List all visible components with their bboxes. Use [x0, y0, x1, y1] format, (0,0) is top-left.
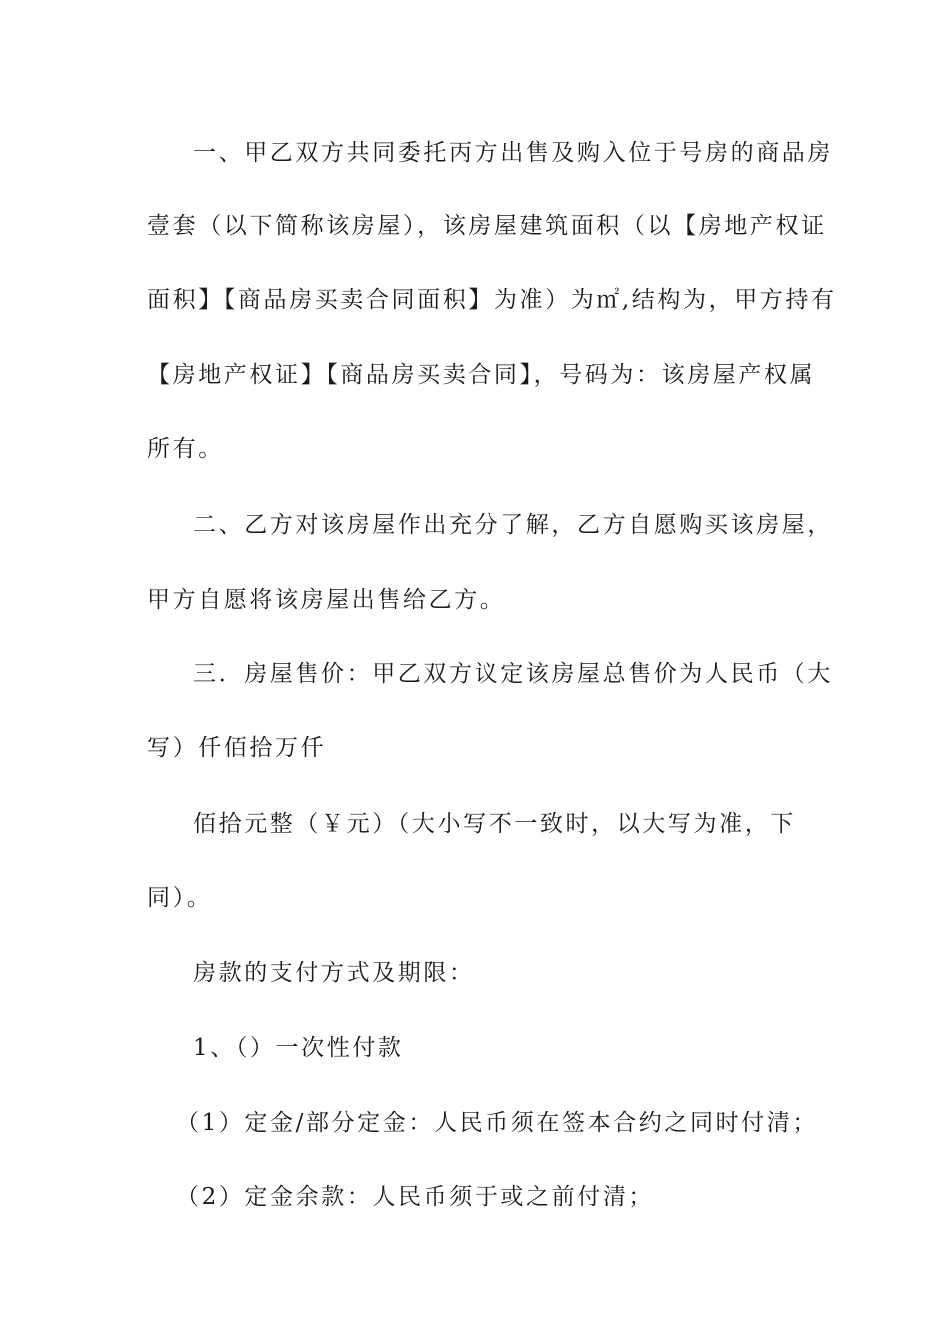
clause-2-line-1: 二、乙方对该房屋作出充分了解，乙方自愿购买该房屋， — [193, 512, 833, 538]
payment-option-1: 1、（）一次性付款 — [193, 1035, 404, 1061]
clause-1-line-3: 面积】【商品房买卖合同面积】为准）为㎡,结构为，甲方持有 — [147, 287, 837, 313]
clause-1-line-5: 所有。 — [147, 436, 224, 462]
payment-item-2: （2）定金余款：人民币须于或之前付清； — [176, 1184, 655, 1210]
clause-2-line-2: 甲方自愿将该房屋出售给乙方。 — [147, 587, 506, 613]
clause-3-line-3: 佰拾元整（￥元）（大小写不一致时，以大写为准，下 — [193, 811, 796, 837]
clause-3-line-2: 写）仟佰拾万仟 — [147, 735, 327, 761]
clause-1-line-2: 壹套（以下简称该房屋），该房屋建筑面积（以【房地产权证 — [147, 213, 827, 239]
clause-1-line-1: 一、甲乙双方共同委托丙方出售及购入位于号房的商品房 — [193, 140, 833, 166]
clause-3-line-1: 三．房屋售价：甲乙双方议定该房屋总售价为人民币（大 — [193, 661, 833, 687]
clause-1-line-4: 【房地产权证】【商品房买卖合同】，号码为：该房屋产权属 — [147, 362, 816, 388]
clause-3-line-4: 同）。 — [147, 885, 213, 911]
payment-item-1: （1）定金/部分定金：人民币须在签本合约之同时付清； — [176, 1110, 818, 1136]
payment-heading: 房款的支付方式及期限： — [193, 960, 475, 986]
